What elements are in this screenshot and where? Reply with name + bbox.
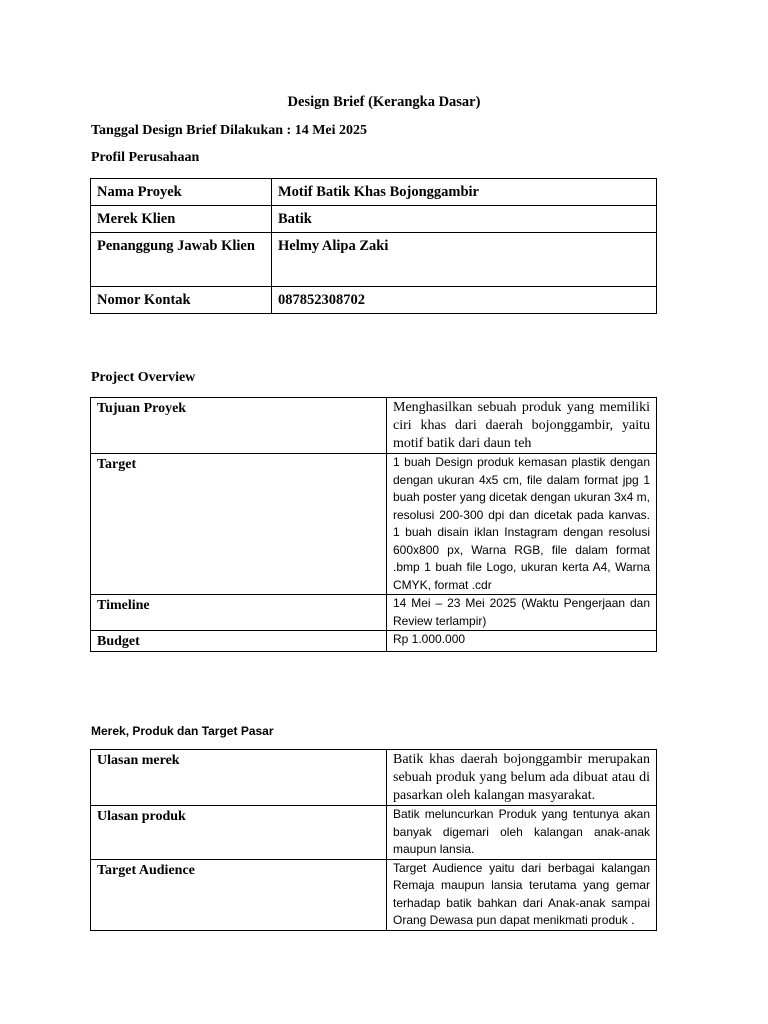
profile-label: Merek Klien [91, 206, 272, 233]
table-row [91, 233, 657, 287]
table-row [91, 750, 657, 806]
table-row [91, 287, 657, 314]
overview-label: Tujuan Proyek [91, 398, 387, 454]
profile-label: Nama Proyek [91, 179, 272, 206]
profile-value: Helmy Alipa Zaki [272, 233, 657, 287]
profile-heading: Profil Perusahaan [91, 150, 200, 165]
table-row [91, 806, 657, 860]
table-row [91, 859, 657, 930]
table-row [91, 206, 657, 233]
brief-date: Tanggal Design Brief Dilakukan : 14 Mei 2025 [91, 123, 368, 138]
market-table [90, 749, 657, 931]
market-label: Target Audience [91, 859, 387, 930]
table-row [91, 179, 657, 206]
profile-label: Nomor Kontak [91, 287, 272, 314]
market-label: Ulasan produk [91, 806, 387, 860]
overview-label: Timeline [91, 595, 387, 631]
market-heading: Merek, Produk dan Target Pasar [91, 724, 274, 738]
overview-value: Rp 1.000.000 [387, 631, 657, 652]
table-row [91, 595, 657, 631]
document-title: Design Brief (Kerangka Dasar) [287, 94, 481, 110]
overview-label: Budget [91, 631, 387, 652]
overview-heading: Project Overview [91, 370, 196, 385]
table-row [91, 454, 657, 595]
profile-value: 087852308702 [272, 287, 657, 314]
profile-table [90, 178, 657, 314]
market-value: Batik meluncurkan Produk yang tentunya akan banyak digemari oleh kalangan anak-anak maupun lansia. [387, 806, 657, 860]
table-row [91, 631, 657, 652]
profile-value: Batik [272, 206, 657, 233]
market-value: Batik khas daerah bojonggambir merupakan sebuah produk yang belum ada dibuat atau di pasarkan oleh kalangan masyarakat. [387, 750, 657, 806]
overview-label: Target [91, 454, 387, 595]
table-row [91, 398, 657, 454]
overview-value: 14 Mei – 23 Mei 2025 (Waktu Pengerjaan dan Review terlampir) [387, 595, 657, 631]
market-value: Target Audience yaitu dari berbagai kalangan Remaja maupun lansia terutama yang gemar terhadap batik bahkan dari Anak-anak sampai Orang Dewasa pun dapat menikmati produk . [387, 859, 657, 930]
overview-value: Menghasilkan sebuah produk yang memiliki ciri khas dari daerah bojonggambir, yaitu motif batik dari daun teh [387, 398, 657, 454]
overview-table [90, 397, 657, 652]
overview-value: 1 buah Design produk kemasan plastik dengan dengan ukuran 4x5 cm, file dalam format jpg 1 buah poster yang dicetak dengan ukuran 3x4 m, resolusi 200-300 dpi dan dicetak pada kanvas. 1 buah disain iklan Instagram dengan resolusi 600x800 px, Warna RGB, file dalam format .bmp 1 buah file Logo, ukuran kerta A4, Warna CMYK, format .cdr [387, 454, 657, 595]
profile-value: Motif Batik Khas Bojonggambir [272, 179, 657, 206]
profile-label: Penanggung Jawab Klien [91, 233, 272, 287]
market-label: Ulasan merek [91, 750, 387, 806]
